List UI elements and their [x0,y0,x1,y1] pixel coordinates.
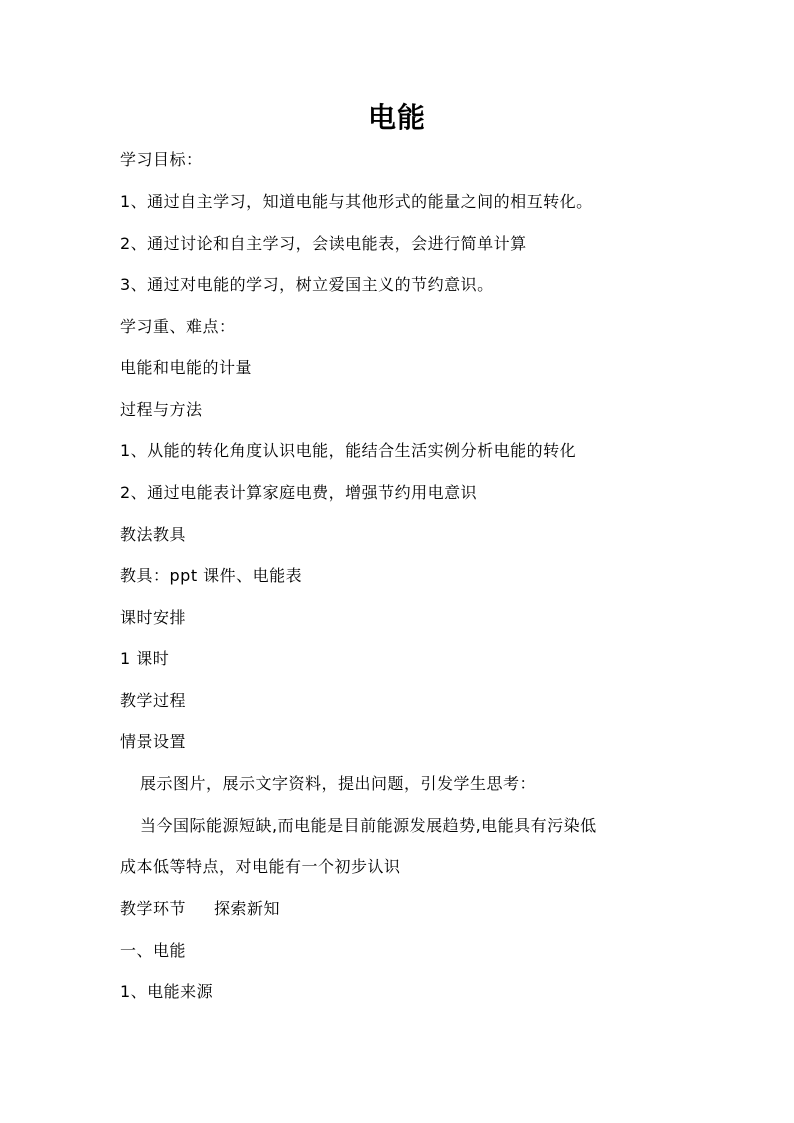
text-line-schedule: 1 课时 [120,649,170,668]
text-line-teaching-step [120,898,280,920]
text-line-goal-1: 1、通过自主学习，知道电能与其他形式的能量之间的相互转化。 [120,192,593,211]
text-line-teaching-tools-heading: 教法教具 [120,525,187,544]
text-line-process-2: 2、通过电能表计算家庭电费，增强节约用电意识 [120,483,478,502]
text-line-teaching-tools: 教具：ppt 课件、电能表 [120,566,303,585]
text-line-process-1: 1、从能的转化角度认识电能，能结合生活实例分析电能的转化 [120,441,577,460]
text-line-scenario-heading: 情景设置 [120,732,187,751]
text-line-key-points: 电能和电能的计量 [120,358,253,377]
text-line-scenario-2: 当今国际能源短缺,而电能是目前能源发展趋势,电能具有污染低 [140,816,597,835]
text-line-goal-2: 2、通过讨论和自主学习，会读电能表，会进行简单计算 [120,234,527,253]
teaching-step-value: 探索新知 [214,899,281,918]
teaching-step-label: 教学环节 [120,899,187,918]
text-line-section-1: 一、电能 [120,941,187,960]
text-line-key-points-heading: 学习重、难点： [120,317,236,336]
text-line-scenario-1: 展示图片，展示文字资料，提出问题，引发学生思考： [140,774,537,793]
text-line-teaching-process-heading: 教学过程 [120,691,187,710]
text-line-section-1-item-1: 1、电能来源 [120,982,214,1001]
text-line-process-heading: 过程与方法 [120,400,203,419]
text-line-goal-3: 3、通过对电能的学习，树立爱国主义的节约意识。 [120,275,494,294]
text-line-scenario-3: 成本低等特点，对电能有一个初步认识 [120,857,401,876]
text-line-learning-goals-heading: 学习目标： [120,150,203,169]
text-line-schedule-heading: 课时安排 [120,608,187,627]
document-title: 电能 [367,101,426,134]
